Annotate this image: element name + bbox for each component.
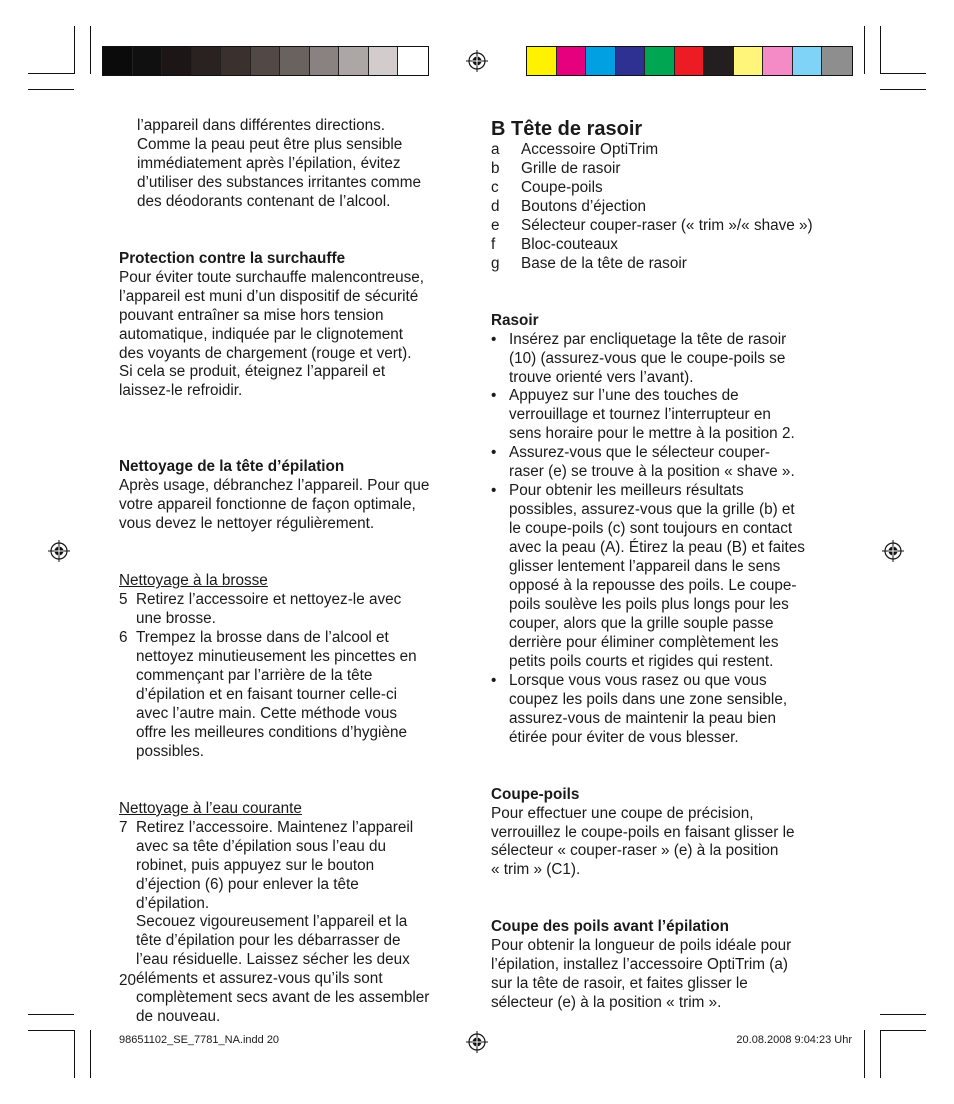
list-item: • Appuyez sur l’une des touches de verrouillage et tournez l’interrupteur en sens horaire pour le mettre à la position 2. — [491, 387, 795, 443]
slug-timestamp: 20.08.2008 9:04:23 Uhr — [736, 1034, 852, 1046]
crop-mark — [74, 26, 75, 74]
crop-mark — [880, 1030, 926, 1031]
page-title: B Tête de rasoir — [491, 118, 643, 140]
shaver-heading: Rasoir — [491, 311, 539, 329]
color-swatch — [339, 47, 369, 75]
right-column — [491, 117, 851, 1013]
crop-mark — [880, 73, 926, 74]
color-swatch — [704, 47, 734, 75]
color-swatch — [310, 47, 340, 75]
pretrim-section: Coupe des poils avant l’épilation Pour obtenir la longueur de poils idéale pour l’épilation, installez l’accessoire OptiTrim (a) sur la tête de rasoir, et faites glisser le sélecteur (e) à la position « trim ». — [491, 918, 851, 1013]
slug-file-name: 98651102_SE_7781_NA.indd 20 — [119, 1034, 280, 1046]
list-item: b Grille de rasoir — [491, 159, 621, 177]
registration-mark-icon — [466, 1031, 488, 1053]
list-item: 6 Trempez la brosse dans de l’alcool et nettoyez minutieusement les pincettes en commençant par l’arrière de la tête d’épilation et en faisant tourner celle-ci avec l’autre main. Cette méthode vous offre les meilleures conditions d’hygiène possibles. — [119, 629, 417, 760]
color-swatch — [398, 47, 428, 75]
color-swatch — [557, 47, 587, 75]
crop-mark — [880, 26, 881, 74]
list-item: f Bloc-couteaux — [491, 235, 618, 253]
page-number: 20 — [119, 972, 137, 989]
crop-mark — [28, 89, 74, 90]
registration-mark-icon — [882, 540, 904, 562]
crop-mark — [28, 73, 74, 74]
crop-mark — [90, 26, 91, 74]
color-swatch — [675, 47, 705, 75]
pretrim-heading: Coupe des poils avant l’épilation — [491, 918, 729, 936]
list-item: 5 Retirez l’accessoire et nettoyez-le avec une brosse. — [119, 591, 402, 628]
water-section — [119, 800, 469, 1027]
color-swatch — [586, 47, 616, 75]
crop-mark — [28, 1014, 74, 1015]
shaver-section — [491, 312, 851, 748]
water-heading: Nettoyage à l’eau courante — [119, 799, 302, 817]
list-item: c Coupe-poils — [491, 178, 603, 196]
list-item: g Base de la tête de rasoir — [491, 254, 687, 272]
color-swatch — [616, 47, 646, 75]
color-swatch — [734, 47, 764, 75]
color-swatch — [822, 47, 852, 75]
list-item: a Accessoire OptiTrim — [491, 141, 659, 158]
color-swatch — [192, 47, 222, 75]
color-swatch — [162, 47, 192, 75]
registration-mark-icon — [466, 50, 488, 72]
list-item: e Sélecteur couper-raser (« trim »/« shave ») — [491, 216, 813, 234]
brush-heading: Nettoyage à la brosse — [119, 572, 268, 590]
color-swatch — [369, 47, 399, 75]
list-item: 7 Retirez l’accessoire. Maintenez l’appareil avec sa tête d’épilation sous l’eau du robinet, puis appuyez sur le bouton d’éjection (6) pour enlever la tête d’épilation. Secouez vigoureusement l’appareil et la tête d’épilation pour les débarrasser de l’eau résiduelle. Laissez sécher les deux éléments et assurez-vous qu’ils sont complètement secs avant de les assembler de nouveau. — [119, 818, 430, 1026]
list-item: • Lorsque vous vous rasez ou que vous coupez les poils dans une zone sensible, assurez-vous de maintenir la peau bien étirée pour éviter de vous blesser. — [491, 671, 788, 746]
color-swatch — [645, 47, 675, 75]
cleaning-heading: Nettoyage de la tête d’épilation — [119, 458, 345, 476]
intro-paragraph: l’appareil dans différentes directions. Comme la peau peut être plus sensible immédiatement après l’épilation, évitez d’utiliser des substances irritantes comme des déodorants contenant de l’alcool. — [137, 117, 421, 210]
color-swatch — [763, 47, 793, 75]
brush-section — [119, 572, 469, 762]
left-column — [119, 117, 469, 1027]
color-swatch — [133, 47, 163, 75]
crop-mark — [880, 1014, 926, 1015]
list-item: • Insérez par encliquetage la tête de rasoir (10) (assurez-vous que le coupe-poils se trouve orienté vers l’avant). — [491, 330, 787, 386]
crop-mark — [864, 1030, 865, 1078]
overheat-section: Protection contre la surchauffe Pour éviter toute surchauffe malencontreuse, l’appareil est muni d’un dispositif de sécurité pouvant entraîner sa mise hors tension automatique, indiquée par le clignotement des voyants de chargement (rouge et vert). Si cela se produit, éteignez l’appareil et laissez-le refroidir. — [119, 250, 469, 402]
crop-mark — [880, 89, 926, 90]
crop-mark — [90, 1030, 91, 1078]
crop-mark — [880, 1030, 881, 1078]
color-swatch — [793, 47, 823, 75]
color-swatch — [527, 47, 557, 75]
parts-list — [491, 141, 851, 274]
trimmer-section: Coupe-poils Pour effectuer une coupe de précision, verrouillez le coupe-poils en faisant glisser le sélecteur « couper-raser » (e) à la position « trim » (C1). — [491, 786, 851, 881]
list-item: • Pour obtenir les meilleurs résultats possibles, assurez-vous que la grille (b) et le coupe-poils (c) sont toujours en contact avec la peau (A). Étirez la peau (B) et faites glisser lentement l’appareil dans le sens opposé à la repousse des poils. Le coupe- poils soulève les poils plus longs pour les couper, alors que la grille souple passe derrière pour éliminer complètement les petits poils courts et rigides qui restent. — [491, 482, 805, 670]
process-color-bar — [526, 46, 853, 76]
color-swatch — [280, 47, 310, 75]
color-swatch — [103, 47, 133, 75]
trimmer-heading: Coupe-poils — [491, 785, 580, 803]
list-item: • Assurez-vous que le sélecteur couper- raser (e) se trouve à la position « shave ». — [491, 444, 795, 481]
color-swatch — [221, 47, 251, 75]
overheat-heading: Protection contre la surchauffe — [119, 249, 346, 267]
crop-mark — [28, 1030, 74, 1031]
color-swatch — [251, 47, 281, 75]
grayscale-color-bar — [102, 46, 429, 76]
registration-mark-icon — [48, 540, 70, 562]
crop-mark — [864, 26, 865, 74]
cleaning-section: Nettoyage de la tête d’épilation Après usage, débranchez l’appareil. Pour que votre appareil fonctionne de façon optimale, vous devez le nettoyer régulièrement. — [119, 458, 469, 534]
crop-mark — [74, 1030, 75, 1078]
list-item: d Boutons d’éjection — [491, 197, 647, 215]
